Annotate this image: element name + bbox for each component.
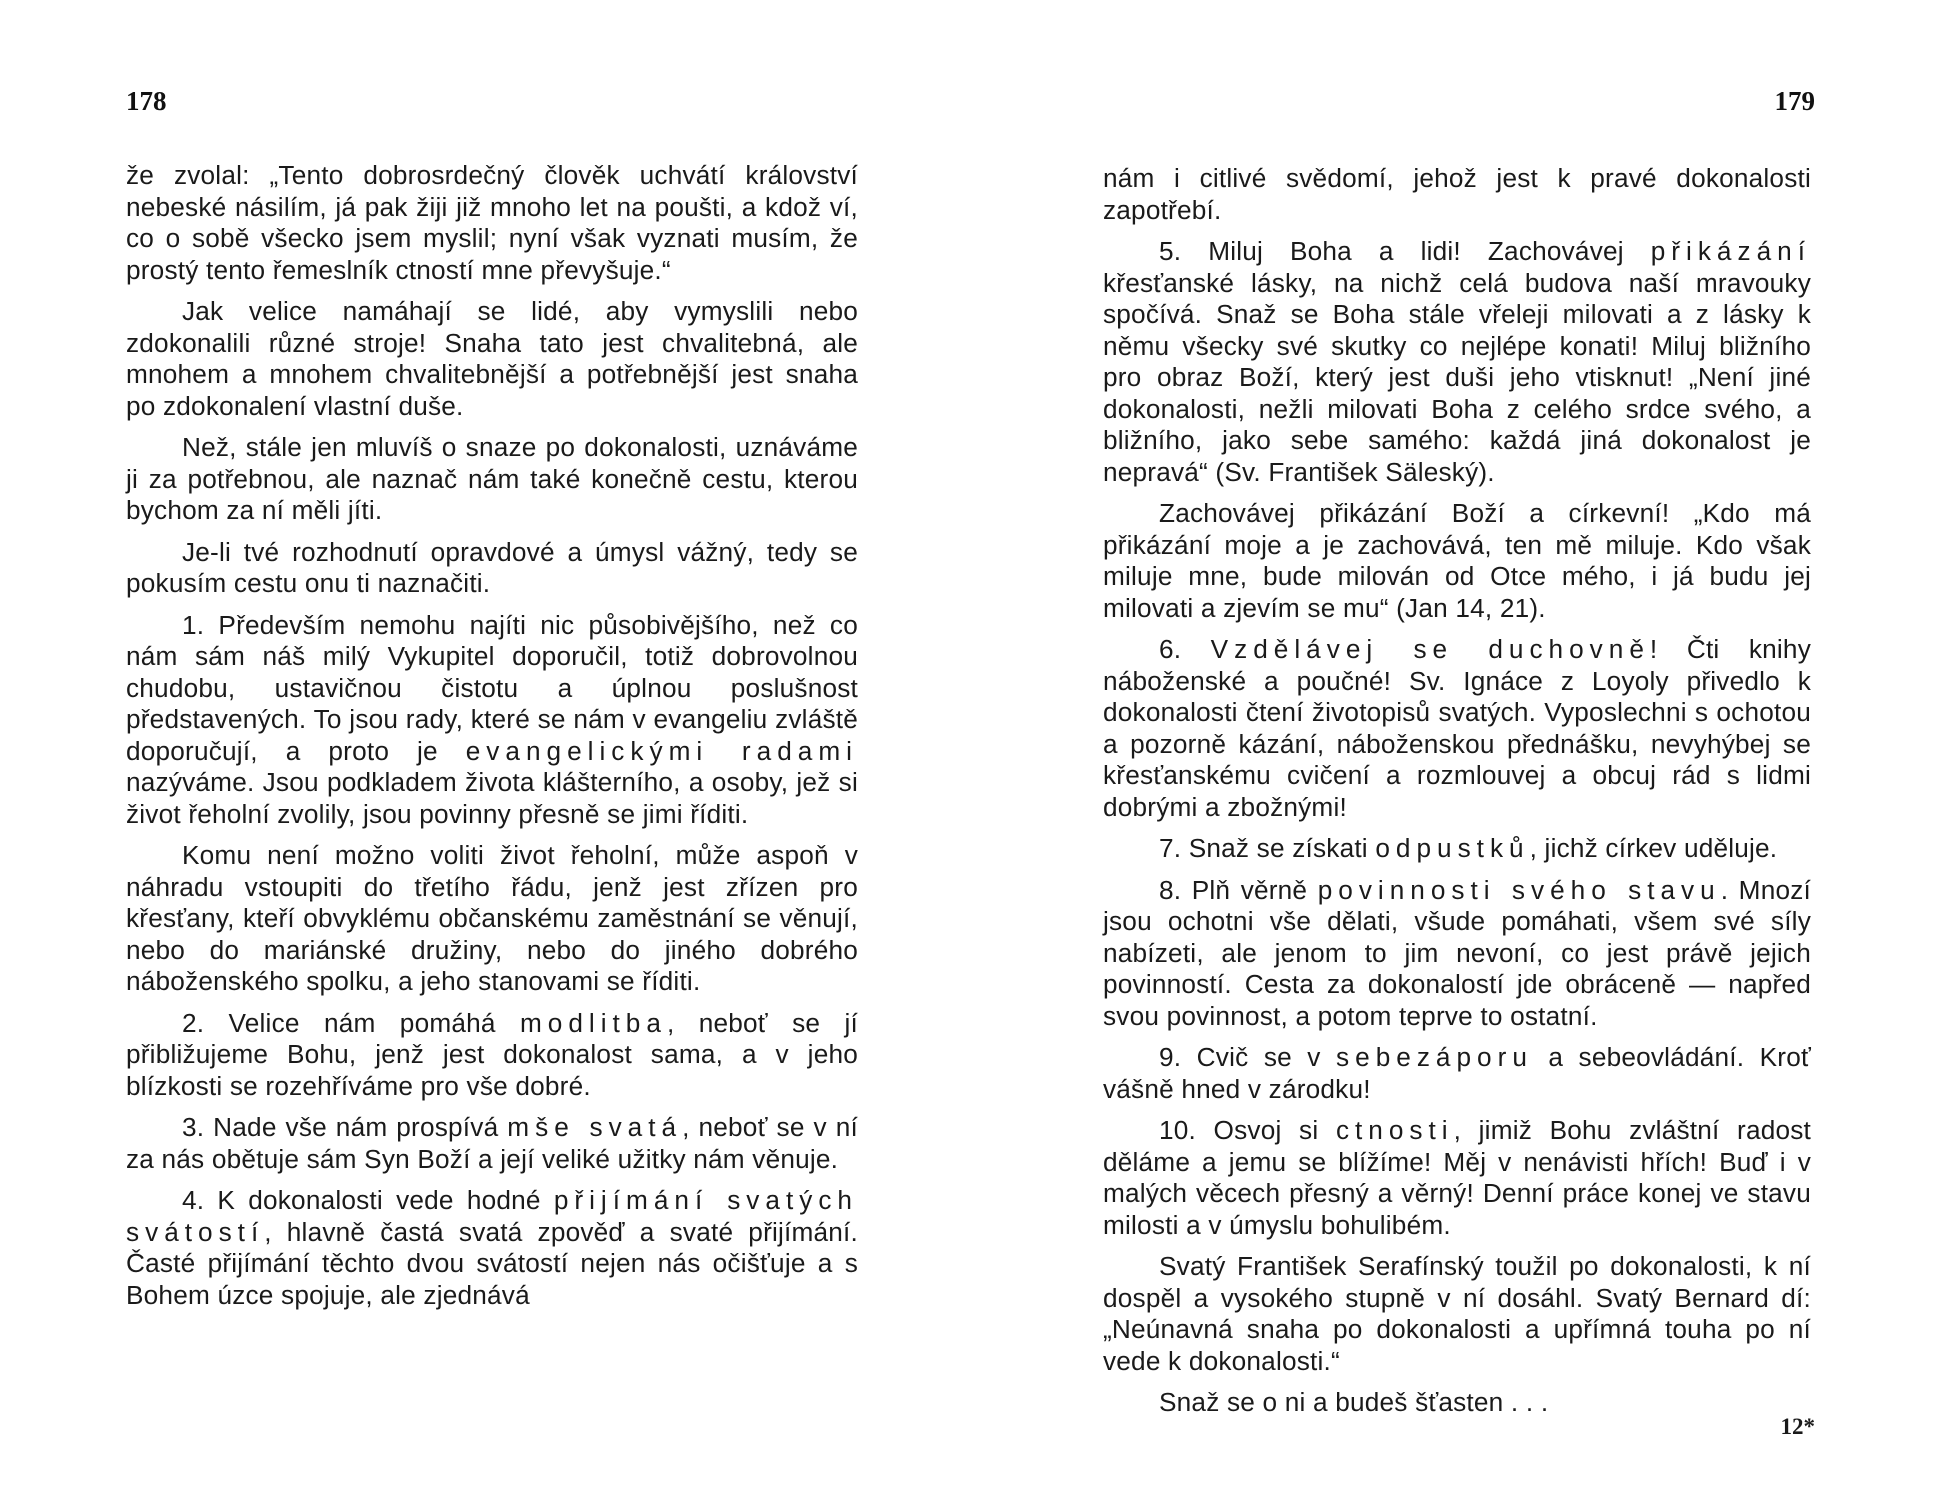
right-text-column xyxy=(1103,163,1811,1429)
text-run: 10. Osvoj si xyxy=(1159,1115,1336,1145)
spaced-emphasis: Vzdělávej se duchovně xyxy=(1210,634,1650,664)
paragraph-prayer xyxy=(126,1008,858,1103)
paragraph-virtues xyxy=(1103,1115,1811,1241)
left-text-column xyxy=(126,160,858,1311)
text-run: , jichž církev uděluje. xyxy=(1529,833,1778,863)
paragraph: Svatý František Serafínský toužil po dokonalosti, k ní dospěl a vysokého stupně v ní dosáhl. Svatý Bernard dí: „Neúnavná snaha po dokonalosti a upřímná touha po ní vede k dokonalosti.“ xyxy=(1103,1251,1811,1376)
paragraph: Je-li tvé rozhodnutí opravdové a úmysl vážný, tedy se pokusím cestu onu ti naznačiti. xyxy=(126,536,858,598)
text-run: , neboť se jí přibližujeme Bohu, jenž jest dokonalost sama, a v jeho blízkosti se rozehříváme pro vše dobré. xyxy=(126,1007,858,1101)
text-run: 4. K dokonalosti vede hodné xyxy=(182,1185,554,1215)
text-run: 6. xyxy=(1159,634,1211,664)
spaced-emphasis: povinnosti svého stavu xyxy=(1317,874,1721,905)
right-page xyxy=(968,0,1936,1500)
text-run: 3. Nade vše nám prospívá xyxy=(182,1112,508,1142)
text-run: , hlavně častá svatá zpověď a svaté přijímání. Časté přijímání těchto dvou svátostí nejen nás očišťuje a s Bohem úzce spojuje, ale zjednává xyxy=(126,1216,858,1310)
text-run: křesťanské lásky, na nichž celá budova naší mravouky spočívá. Snaž se Boha stále vřeleji milovati a z lásky k němu všecky své skutky co nejlépe konati! Miluj bližního pro obraz Boží, který jest duši jeho vtisknut! „Není jiné dokonalosti, nežli milovati Boha z celého srdce svého, a bližního, jako sebe samého: každá jiná dokonalost je nepravá“ (Sv. František Säleský). xyxy=(1103,267,1811,487)
paragraph: Jak velice namáhají se lidé, aby vymyslili nebo zdokonalili různé stroje! Snaha tato jest chvalitebná, ale mnohem a mnohem chvalitebnější a potřebnější jest snaha po zdokonalení vlastní duše. xyxy=(126,296,858,421)
signature-mark: 12* xyxy=(1780,1414,1815,1439)
spaced-emphasis: přikázání xyxy=(1650,236,1811,266)
text-run: , jimiž Bohu zvláštní radost děláme a jemu se blížíme! Měj v nenávisti hřích! Buď i v malých věcech přesný a věrný! Denní práce konej ve stavu milosti a v úmyslu bohulibém. xyxy=(1103,1115,1812,1240)
paragraph: Komu není možno voliti život řeholní, může aspoň v náhradu vstoupiti do třetího řádu, jenž jest zřízen pro křesťany, kteří obvyklému občanskému zaměstnání se věnují, nebo do mariánské družiny, nebo do jiného dobrého náboženského spolku, a jeho stanovami se říditi. xyxy=(126,840,858,996)
paragraph-education xyxy=(1103,634,1811,823)
text-run: , neboť se v ní za nás obětuje sám Syn Boží a její veliké užitky nám věnuje. xyxy=(126,1112,858,1174)
paragraph: Než, stále jen mluvíš o snaze po dokonalosti, uznáváme ji za potřebnou, ale naznač nám také konečně cestu, kterou bychom za ní měli jíti. xyxy=(126,432,858,525)
page-number-left: 178 xyxy=(126,86,167,116)
paragraph: nám i citlivé svědomí, jehož jest k pravé dokonalosti zapotřebí. xyxy=(1103,163,1811,225)
text-run: 9. Cvič se v xyxy=(1159,1042,1337,1072)
paragraph-self-denial xyxy=(1103,1042,1811,1105)
paragraph-duties xyxy=(1103,875,1811,1033)
paragraph-holy-mass xyxy=(126,1112,858,1175)
text-run: 7. Snaž se získati xyxy=(1159,833,1376,863)
paragraph-indulgences xyxy=(1103,833,1811,865)
spaced-emphasis: odpustků xyxy=(1375,833,1530,863)
spaced-emphasis: mše svatá xyxy=(507,1112,683,1142)
paragraph-evangelical-counsels xyxy=(126,610,858,831)
spaced-emphasis: sebezáporu xyxy=(1336,1042,1533,1072)
spaced-emphasis: ctnosti xyxy=(1335,1115,1454,1145)
text-run: 1. Především nemohu najíti nic působivějšího, než co nám sám náš milý Vykupitel doporučil, totiž dobrovolnou chudobu, ustavičnou čistotu a úplnou poslušnost představených. To jsou rady, které se nám v evangeliu zvláště doporučují, a proto je xyxy=(126,609,858,766)
text-run: 2. Velice nám pomáhá xyxy=(182,1007,520,1038)
paragraph: Zachovávej přikázání Boží a církevní! „Kdo má přikázání moje a je zachovává, ten mě miluje. Kdo však miluje mne, bude milován od Otce mého, i já budu jej milovati a zjevím se mu“ (Jan 14, 21). xyxy=(1103,498,1811,623)
text-run: 8. Plň věrně xyxy=(1159,874,1318,905)
page-number-right: 179 xyxy=(1774,86,1815,116)
paragraph-closing: Snaž se o ni a budeš šťasten . . . xyxy=(1159,1387,1549,1417)
spaced-emphasis: evangelickými radami xyxy=(465,735,858,766)
paragraph-love-god xyxy=(1103,236,1811,488)
paragraph-sacraments xyxy=(126,1185,858,1311)
text-run: ! Čti knihy náboženské a poučné! Sv. Ignáce z Loyoly přivedlo k dokonalosti čtení životopisů svatých. Vyposlechni s ochotou a pozorně kázání, náboženskou přednášku, nevyhýbej se křesťanskému cvičení a rozmlouvej a obcuj rád s lidmi dobrými a zbožnými! xyxy=(1103,634,1811,822)
paragraph: že zvolal: „Tento dobrosrdečný člověk uchvátí království nebeské násilím, já pak žiji již mnoho let na poušti, a kdož ví, co o sobě všecko jsem myslil; nyní však vyznati musím, že prostý tento řemeslník ctností mne převyšuje.“ xyxy=(126,160,858,285)
spaced-emphasis: přijímání svatých svátostí xyxy=(126,1185,858,1247)
text-run: a sebeovládání. Kroť vášně hned v zárodku! xyxy=(1103,1042,1812,1104)
spaced-emphasis: modlitba xyxy=(519,1007,667,1038)
text-run: nazýváme. Jsou podkladem života klášterního, a osoby, jež si život řeholní zvolily, jsou povinny přesně se jimi říditi. xyxy=(126,767,858,829)
text-run: . Mnozí jsou ochotni vše dělati, všude pomáhati, všem své síly nabízeti, ale jenom to jim nevoní, co jest právě jejich povinností. Cesta za dokonalostí jde obráceně — napřed svou povinnost, a potom teprve to ostatní. xyxy=(1103,874,1811,1031)
text-run: 5. Miluj Boha a lidi! Zachovávej xyxy=(1159,236,1651,266)
